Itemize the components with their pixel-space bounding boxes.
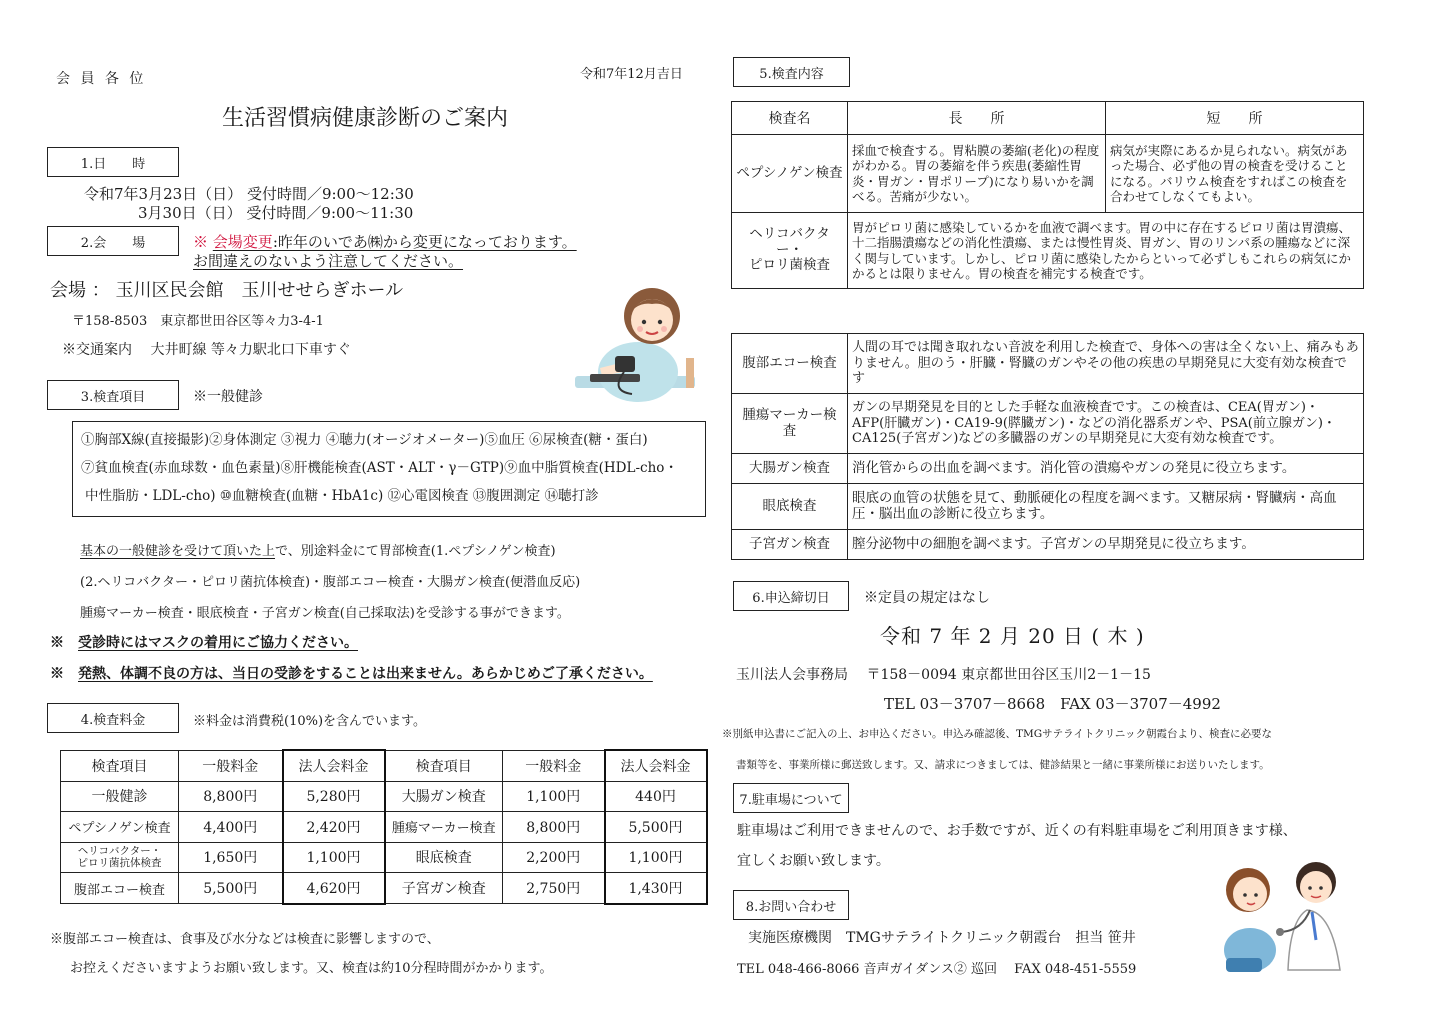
exam-row (732, 484, 1364, 530)
exam-cons: 病気が実際にあるか見られない。病気があった場合、必ず他の胃の検査を受けることになる。バリウム検査をすればこの検査を合わせてしなくてもよい。 (1106, 135, 1364, 213)
recipients: 会 員 各 位 (56, 71, 147, 87)
application-note-1: ※別紙申込書にご記入の上、お申込ください。申込み確認後、TMGサテライトクリニック朝霞台より、検査に必要な (722, 728, 1272, 740)
helico-line-1: ヘリコバクター・ (77, 845, 162, 858)
mask-notice (50, 632, 358, 652)
parking-line-1: 駐車場はご利用できませんので、お手数ですが、近くの有料駐車場をご利用頂きます様、 (737, 823, 1297, 839)
page-title: 生活習慣病健康診断のご案内 (222, 106, 509, 131)
section-6-note: ※定員の規定はなし (864, 590, 990, 606)
fee-cell: 2,420円 (283, 812, 385, 843)
fee-header: 検査項目 (385, 750, 503, 781)
venue-name: 会場 ： 玉川区民会館 玉川せせらぎホール (50, 280, 404, 301)
section-2-label: 2.会 場 (47, 226, 179, 256)
fee-table (60, 749, 708, 905)
office-tel-fax: TEL 03－3707－8668 FAX 03－3707－4992 (884, 695, 1221, 713)
exam-name: 子宮ガン検査 (732, 530, 848, 560)
fee-row (61, 812, 707, 843)
office-address: 玉川法人会事務局 〒158－0094 東京都世田谷区玉川2－1－15 (736, 667, 1151, 683)
optional-exams-line-3: 腫瘍マーカー検査・眼底検査・子宮ガン検査(自己採取法)を受診する事ができます。 (80, 606, 570, 621)
fee-row (61, 873, 707, 904)
issue-date: 令和7年12月吉日 (580, 67, 683, 82)
exam-desc: ガンの早期発見を目的とした手軽な血液検査です。この検査は、CEA(胃ガン)・AFP(肝臓ガン)・CA19-9(膵臓ガン)・などの消化器系ガンや、PSA(前立腺ガン)・CA125(子宮ガン)などの多臓器のガンの早期発見に大変有効な検査です。 (848, 394, 1364, 454)
fee-header: 検査項目 (61, 750, 179, 781)
fee-cell: 腹部エコー検査 (61, 873, 179, 904)
exam-desc: 消化管からの出血を調べます。消化管の潰瘍やガンの発見に役立ちます。 (848, 454, 1364, 484)
nurse-blood-pressure-illustration (560, 276, 700, 406)
fee-cell: 8,800円 (503, 812, 605, 843)
fever-note-text: 発熱、体調不良の方は、当日の受診をすることは出来ません。あらかじめご了承ください。 (78, 666, 653, 682)
fee-cell: 2,200円 (503, 842, 605, 873)
venue-access: ※交通案内 大井町線 等々力駅北口下車すぐ (62, 342, 351, 358)
notice-line-2: お間違えのないよう注意してください。 (193, 252, 464, 270)
fever-mark: ※ (50, 666, 64, 682)
exam-name: 腫瘍マーカー検査 (732, 394, 848, 454)
exam-row-helicobacter (732, 213, 1364, 289)
optional-exams-line-2: (2.ヘリコバクター・ピロリ菌抗体検査)・腹部エコー検査・大腸ガン検査(便潜血反応) (80, 575, 581, 590)
exam-items-line-3: 中性脂肪・LDL-cho) ⑩血糖検査(血糖・HbA1c) ⑫心電図検査 ⑬腹囲測定 ⑭聴打診 (85, 488, 599, 504)
notice-text (213, 233, 577, 251)
date-line-2: 3月30日（日） 受付時間／9:00～11:30 (138, 204, 414, 222)
fee-cell-helico (61, 842, 179, 873)
exam-desc: 眼底の血管の状態を見て、動脈硬化の程度を調べます。又糖尿病・腎臓病・高血圧・脳出血の診断に役立ちます。 (848, 484, 1364, 530)
fee-header: 法人会料金 (283, 750, 385, 781)
section-4-note: ※料金は消費税(10%)を含んでいます。 (193, 714, 426, 729)
fee-cell: 5,500円 (605, 812, 707, 843)
helico-name-line-1: ヘリコバクター・ (749, 226, 830, 258)
fever-notice (50, 663, 653, 683)
stomach-exam-table (731, 101, 1364, 289)
parking-line-2: 宜しくお願い致します。 (737, 853, 890, 869)
contact-phone-fax: TEL 048-466-8066 音声ガイダンス② 巡回 FAX 048-451-5559 (737, 962, 1137, 977)
section-4-label: 4.検査料金 (47, 703, 179, 733)
fee-cell: 2,750円 (503, 873, 605, 904)
exam-name: 眼底検査 (732, 484, 848, 530)
exam-name (732, 213, 848, 289)
fee-header-row (61, 750, 707, 781)
exam-pros: 採血で検査する。胃粘膜の萎縮(老化)の程度がわかる。胃の萎縮を伴う疾患(萎縮性胃炎・胃ガン・胃ポリープ)になり易いかを調べる。苦痛が少ない。 (848, 135, 1106, 213)
exam-desc: 膣分泌物中の細胞を調べます。子宮ガンの早期発見に役立ちます。 (848, 530, 1364, 560)
section-7-label: 7.駐車場について (733, 783, 849, 813)
doctor-patient-illustration (1212, 850, 1362, 975)
exam-row (732, 394, 1364, 454)
exam-table-header (732, 102, 1364, 135)
fee-cell: 8,800円 (179, 781, 283, 812)
fee-cell: 一般健診 (61, 781, 179, 812)
fee-cell: 5,280円 (283, 781, 385, 812)
exam-desc: 人間の耳では聞き取れない音波を利用した検査で、身体への害は全くない上、痛みもありません。胆のう・肝臓・腎臓のガンやその他の疾患の早期発見に大変有効な検査です (848, 334, 1364, 394)
fee-header: 一般料金 (179, 750, 283, 781)
fee-cell: 1,100円 (503, 781, 605, 812)
exam-header-name: 検査名 (732, 102, 848, 135)
fee-cell: 腫瘍マーカー検査 (385, 812, 503, 843)
exam-header-cons: 短 所 (1106, 102, 1364, 135)
helico-line-2: ピロリ菌抗体検査 (77, 857, 162, 870)
section-3-label: 3.検査項目 (47, 380, 179, 410)
fee-row (61, 781, 707, 812)
section-6-label: 6.申込締切日 (733, 581, 849, 611)
venue-change-label: 会場変更 (212, 233, 273, 251)
fee-cell: 1,100円 (283, 842, 385, 873)
fee-cell: 大腸ガン検査 (385, 781, 503, 812)
application-note-2: 書類等を、事業所様に郵送致します。又、請求につきましては、健診結果と一緒に事業所様にお送りいたします。 (736, 759, 1270, 771)
fee-cell: 440円 (605, 781, 707, 812)
notice-mark: ※ (193, 233, 209, 251)
venue-change-notice (193, 231, 577, 252)
fee-cell: 1,100円 (605, 842, 707, 873)
exam-header-pros: 長 所 (848, 102, 1106, 135)
fee-cell: 1,430円 (605, 873, 707, 904)
optional-exams-line-1 (80, 540, 556, 559)
exam-row (732, 334, 1364, 394)
section-1-label: 1.日 時 (47, 147, 179, 177)
mask-mark: ※ (50, 635, 64, 651)
mask-note-text: 受診時にはマスクの着用にご協力ください。 (78, 635, 358, 651)
exam-row (732, 454, 1364, 484)
notice-rest: :昨年のいであ㈱から変更になっております。 (272, 233, 577, 251)
contact-institution: 実施医療機関 TMGサテライトクリニック朝霞台 担当 笹井 (748, 930, 1136, 946)
fee-cell: 1,650円 (179, 842, 283, 873)
optional-line-1-rest: で、別途料金にて胃部検査(1.ペプシノゲン検査) (275, 544, 556, 559)
exam-name: 大腸ガン検査 (732, 454, 848, 484)
exam-desc: 胃がピロリ菌に感染しているかを血液で調べます。胃の中に存在するピロリ菌は胃潰瘍、十二指腸潰瘍などの消化性潰瘍、または慢性胃炎、胃ガン、胃のリンパ系の腫瘍などに深く関与しています。しかし、ピロリ菌に感染したからといって必ずしもこれらの病気にかかるとは限りません。胃の検査を補完する検査です。 (848, 213, 1364, 289)
fee-cell: 5,500円 (179, 873, 283, 904)
exam-name: 腹部エコー検査 (732, 334, 848, 394)
exam-items-line-2: ⑦貧血検査(赤血球数・血色素量)⑧肝機能検査(AST・ALT・γ－GTP)⑨血中脂質検査(HDL-cho・ (81, 460, 678, 476)
section-5-label: 5.検査内容 (733, 57, 850, 87)
date-line-1: 令和7年3月23日（日） 受付時間／9:00～12:30 (84, 185, 414, 203)
fee-header: 法人会料金 (605, 750, 707, 781)
fee-cell: ペプシノゲン検査 (61, 812, 179, 843)
exam-row-pepsinogen (732, 135, 1364, 213)
fee-cell: 子宮ガン検査 (385, 873, 503, 904)
venue-address: 〒158-8503 東京都世田谷区等々力3-4-1 (72, 314, 324, 329)
underlined-phrase: 基本の一般健診を受けて頂いた上 (80, 544, 276, 559)
fee-row (61, 842, 707, 873)
exam-name: ペプシノゲン検査 (732, 135, 848, 213)
fee-cell: 眼底検査 (385, 842, 503, 873)
fee-footnote-2: お控えくださいますようお願い致します。又、検査は約10分程時間がかかります。 (70, 961, 553, 976)
fee-header: 一般料金 (503, 750, 605, 781)
application-deadline: 令和 7 年 2 月 20 日 ( 木 ) (880, 624, 1145, 648)
section-3-note: ※一般健診 (193, 389, 263, 405)
fee-cell: 4,620円 (283, 873, 385, 904)
helico-name-line-2: ピロリ菌検査 (749, 257, 830, 274)
other-exam-table (731, 333, 1364, 560)
exam-items-line-1: ①胸部X線(直接撮影)②身体測定 ③視力 ④聴力(オージオメーター)⑤血圧 ⑥尿検査(糖・蛋白) (81, 432, 648, 448)
exam-items-box (72, 421, 706, 517)
fee-footnote-1: ※腹部エコー検査は、食事及び水分などは検査に影響しますので、 (50, 932, 440, 947)
fee-cell: 4,400円 (179, 812, 283, 843)
exam-row (732, 530, 1364, 560)
section-8-label: 8.お問い合わせ (733, 890, 849, 920)
